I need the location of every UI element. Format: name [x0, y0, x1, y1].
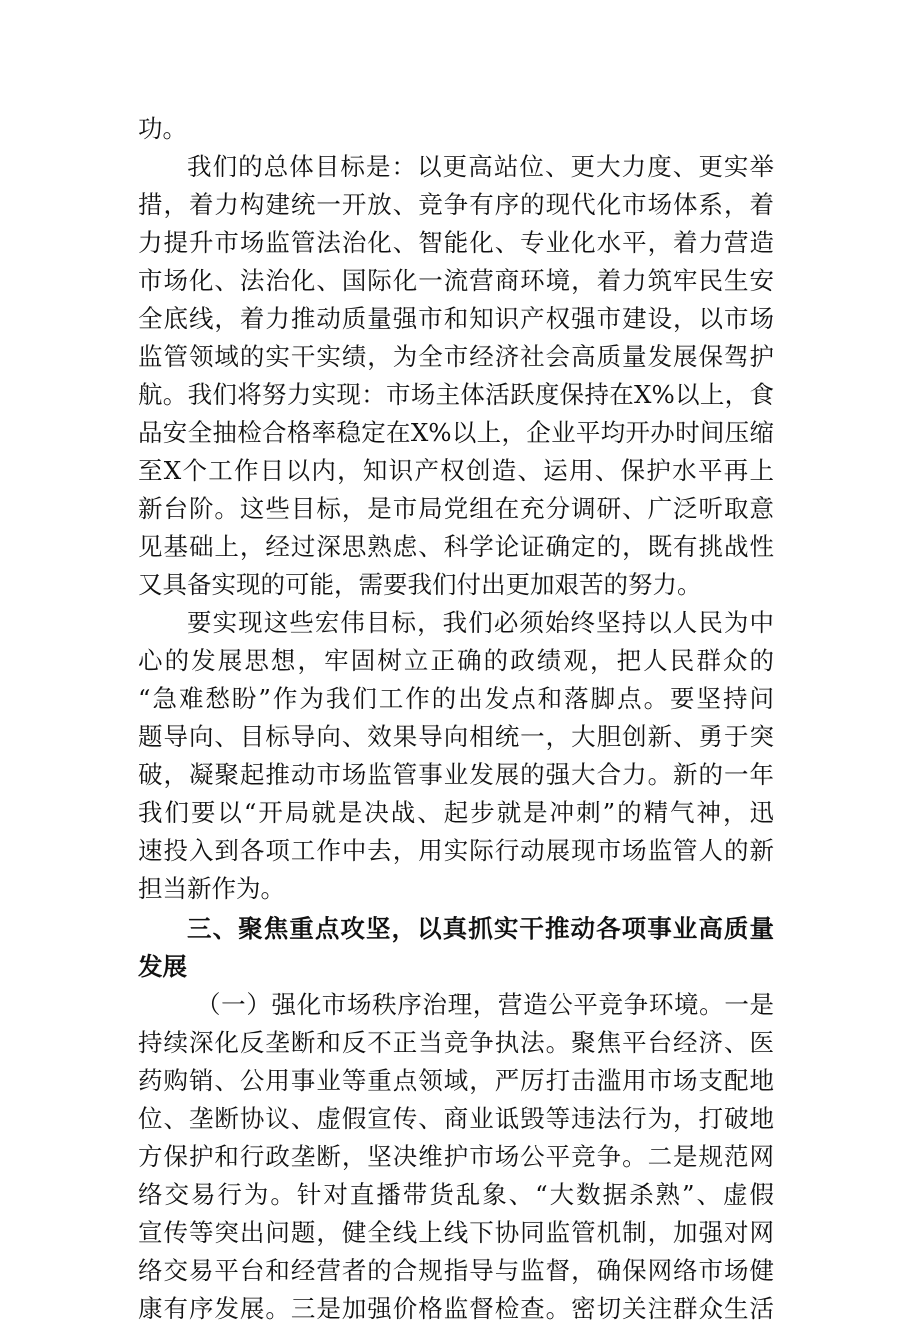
section-heading-continuation: 发展 — [138, 952, 187, 981]
text-line: 药购销、公用事业等重点领域，严厉打击滥用市场支配地 — [138, 1066, 774, 1095]
text-line: 持续深化反垄断和反不正当竞争执法。聚焦平台经济、医 — [138, 1028, 774, 1057]
text-line: 市场化、法治化、国际化一流营商环境，着力筑牢民生安 — [138, 266, 774, 295]
text-line: 破，凝聚起推动市场监管事业发展的强大合力。新的一年 — [138, 760, 774, 789]
text-line: 题导向、目标导向、效果导向相统一，大胆创新、勇于突 — [138, 722, 774, 751]
text-line: 心的发展思想，牢固树立正确的政绩观，把人民群众的 — [138, 646, 774, 675]
text-line: 监管领域的实干实绩，为全市经济社会高质量发展保驾护 — [138, 342, 774, 371]
subsection-first-line: （一）强化市场秩序治理，营造公平竞争环境。一是 — [196, 990, 774, 1019]
text-line: 功。 — [138, 114, 187, 143]
paragraph-first-line: 要实现这些宏伟目标，我们必须始终坚持以人民为中 — [187, 608, 774, 637]
text-line: 全底线，着力推动质量强市和知识产权强市建设，以市场 — [138, 304, 774, 333]
text-line: “急难愁盼”作为我们工作的出发点和落脚点。要坚持问 — [138, 684, 774, 713]
section-heading: 三、聚焦重点攻坚，以真抓实干推动各项事业高质量 — [187, 914, 774, 943]
text-line: 方保护和行政垄断，坚决维护市场公平竞争。二是规范网 — [138, 1142, 774, 1171]
text-line: 力提升市场监管法治化、智能化、专业化水平，着力营造 — [138, 228, 774, 257]
text-line: 新台阶。这些目标，是市局党组在充分调研、广泛听取意 — [138, 494, 774, 523]
text-line: 位、垄断协议、虚假宣传、商业诋毁等违法行为，打破地 — [138, 1104, 774, 1133]
text-line: 康有序发展。三是加强价格监督检查。密切关注群众生活 — [138, 1294, 774, 1323]
text-line: 速投入到各项工作中去，用实际行动展现市场监管人的新 — [138, 836, 774, 865]
text-line: 宣传等突出问题，健全线上线下协同监管机制，加强对网 — [138, 1218, 774, 1247]
text-line: 至X个工作日以内，知识产权创造、运用、保护水平再上 — [138, 456, 774, 485]
text-line: 担当新作为。 — [138, 874, 285, 903]
text-line: 我们要以“开局就是决战、起步就是冲刺”的精气神，迅 — [138, 798, 774, 827]
text-line: 又具备实现的可能，需要我们付出更加艰苦的努力。 — [138, 570, 702, 599]
text-line: 措，着力构建统一开放、竞争有序的现代化市场体系，着 — [138, 190, 774, 219]
text-line: 见基础上，经过深思熟虑、科学论证确定的，既有挑战性 — [138, 532, 774, 561]
text-line: 品安全抽检合格率稳定在X%以上，企业平均开办时间压缩 — [138, 418, 774, 447]
text-line: 络交易平台和经营者的合规指导与监督，确保网络市场健 — [138, 1256, 774, 1285]
text-line: 航。我们将努力实现：市场主体活跃度保持在X%以上，食 — [138, 380, 774, 409]
text-line: 络交易行为。针对直播带货乱象、“大数据杀熟”、虚假 — [138, 1180, 774, 1209]
paragraph-first-line: 我们的总体目标是：以更高站位、更大力度、更实举 — [187, 152, 774, 181]
